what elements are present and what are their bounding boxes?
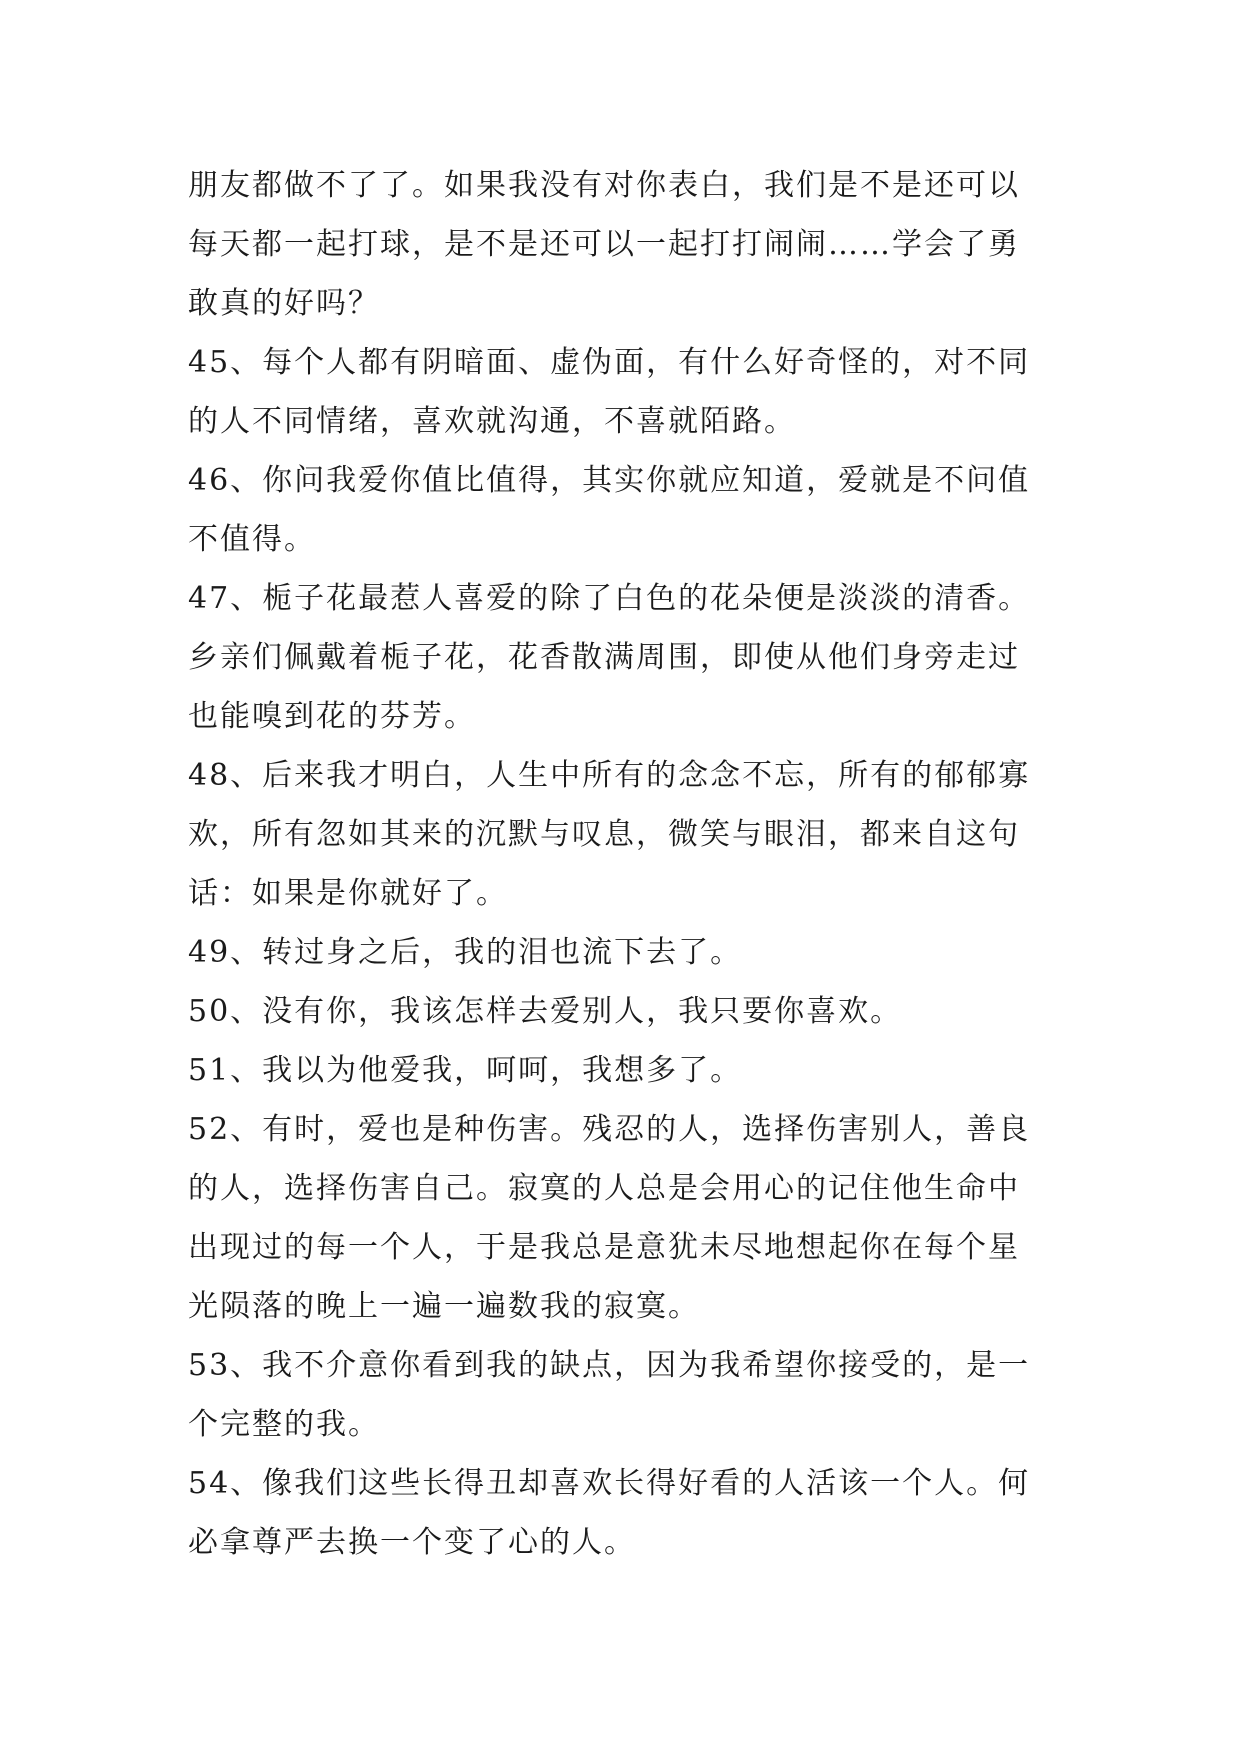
paragraph-45 <box>188 333 1068 451</box>
text-line: 48、后来我才明白，人生中所有的念念不忘，所有的郁郁寡 <box>188 758 1031 793</box>
text-line: 53、我不介意你看到我的缺点，因为我希望你接受的，是一 <box>188 1348 1031 1383</box>
paragraph-47 <box>188 569 1068 746</box>
paragraph-51 <box>188 1041 1068 1100</box>
document-body <box>188 156 1068 1572</box>
text-line: 朋友都做不了了。如果我没有对你表白，我们是不是还可以 <box>188 168 1020 203</box>
text-line: 敢真的好吗？ <box>188 286 380 321</box>
text-line: 个完整的我。 <box>188 1407 380 1442</box>
text-line: 每天都一起打球，是不是还可以一起打打闹闹……学会了勇 <box>188 227 1020 262</box>
text-line: 话：如果是你就好了。 <box>188 876 508 911</box>
text-line: 50、没有你，我该怎样去爱别人，我只要你喜欢。 <box>188 994 903 1029</box>
paragraph-49 <box>188 923 1068 982</box>
paragraph-48 <box>188 746 1068 923</box>
text-line: 的人，选择伤害自己。寂寞的人总是会用心的记住他生命中 <box>188 1171 1020 1206</box>
paragraph-50 <box>188 982 1068 1041</box>
text-line: 45、每个人都有阴暗面、虚伪面，有什么好奇怪的，对不同 <box>188 345 1031 380</box>
paragraph-54 <box>188 1454 1068 1572</box>
text-line: 乡亲们佩戴着栀子花，花香散满周围，即使从他们身旁走过 <box>188 640 1020 675</box>
paragraph-46 <box>188 451 1068 569</box>
paragraph-continuation <box>188 156 1068 333</box>
paragraph-53 <box>188 1336 1068 1454</box>
text-line: 51、我以为他爱我，呵呵，我想多了。 <box>188 1053 743 1088</box>
text-line: 也能嗅到花的芬芳。 <box>188 699 476 734</box>
text-line: 47、栀子花最惹人喜爱的除了白色的花朵便是淡淡的清香。 <box>188 581 1031 616</box>
text-line: 不值得。 <box>188 522 316 557</box>
text-line: 52、有时，爱也是种伤害。残忍的人，选择伤害别人，善良 <box>188 1112 1031 1147</box>
text-line: 49、转过身之后，我的泪也流下去了。 <box>188 935 743 970</box>
text-line: 出现过的每一个人，于是我总是意犹未尽地想起你在每个星 <box>188 1230 1020 1265</box>
text-line: 46、你问我爱你值比值得，其实你就应知道，爱就是不问值 <box>188 463 1031 498</box>
text-line: 光陨落的晚上一遍一遍数我的寂寞。 <box>188 1289 700 1324</box>
text-line: 54、像我们这些长得丑却喜欢长得好看的人活该一个人。何 <box>188 1466 1031 1501</box>
text-line: 欢，所有忽如其来的沉默与叹息，微笑与眼泪，都来自这句 <box>188 817 1020 852</box>
paragraph-52 <box>188 1100 1068 1336</box>
text-line: 必拿尊严去换一个变了心的人。 <box>188 1525 636 1560</box>
text-line: 的人不同情绪，喜欢就沟通，不喜就陌路。 <box>188 404 796 439</box>
